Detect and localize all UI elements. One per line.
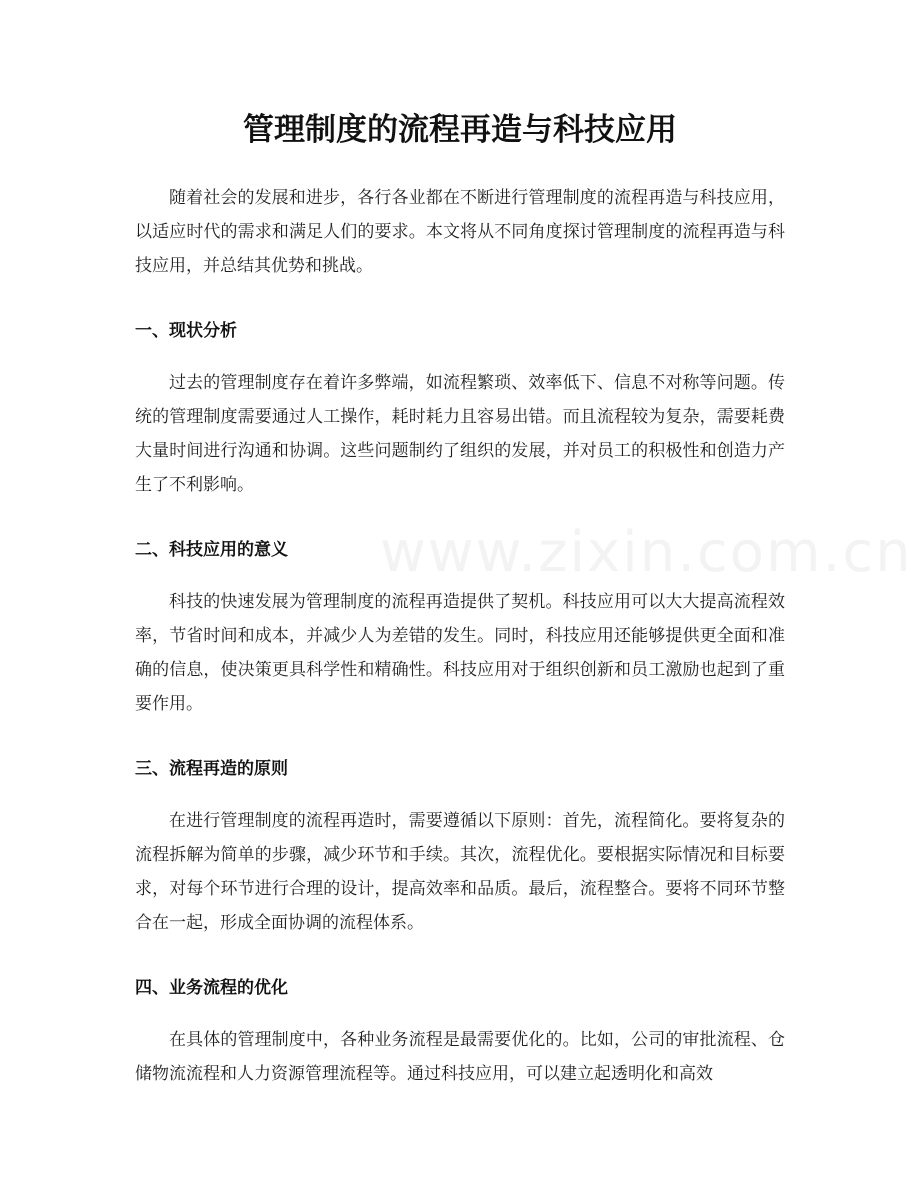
section-body-1: 过去的管理制度存在着许多弊端，如流程繁琐、效率低下、信息不对称等问题。传统的管理制度需要通过人工操作，耗时耗力且容易出错。而且流程较为复杂，需要耗费大量时间进行沟通和协调。这些问题制约了组织的发展，并对员工的积极性和创造力产生了不利影响。 (135, 373, 785, 495)
section-heading-1: 一、现状分析 (135, 321, 237, 341)
section-heading-2: 二、科技应用的意义 (135, 540, 288, 560)
section-heading-4: 四、业务流程的优化 (135, 978, 288, 998)
section-body-2: 科技的快速发展为管理制度的流程再造提供了契机。科技应用可以大大提高流程效率，节省时间和成本，并减少人为差错的发生。同时，科技应用还能够提供更全面和准确的信息，使决策更具科学性和精确性。科技应用对于组织创新和员工激励也起到了重要作用。 (135, 592, 785, 714)
section-heading-3: 三、流程再造的原则 (135, 759, 288, 779)
watermark-text: www.zixin.com.cn (380, 520, 913, 585)
section-body-3: 在进行管理制度的流程再造时，需要遵循以下原则：首先，流程简化。要将复杂的流程拆解为简单的步骤，减少环节和手续。其次，流程优化。要根据实际情况和目标要求，对每个环节进行合理的设计，提高效率和品质。最后，流程整合。要将不同环节整合在一起，形成全面协调的流程体系。 (135, 811, 785, 933)
section-body-4: 在具体的管理制度中，各种业务流程是最需要优化的。比如，公司的审批流程、仓储物流流程和人力资源管理流程等。通过科技应用，可以建立起透明化和高效 (135, 1030, 785, 1084)
document-title: 管理制度的流程再造与科技应用 (243, 112, 677, 148)
document-body (135, 181, 785, 1122)
intro-paragraph: 随着社会的发展和进步，各行各业都在不断进行管理制度的流程再造与科技应用，以适应时代的需求和满足人们的要求。本文将从不同角度探讨管理制度的流程再造与科技应用，并总结其优势和挑战。 (135, 188, 785, 276)
